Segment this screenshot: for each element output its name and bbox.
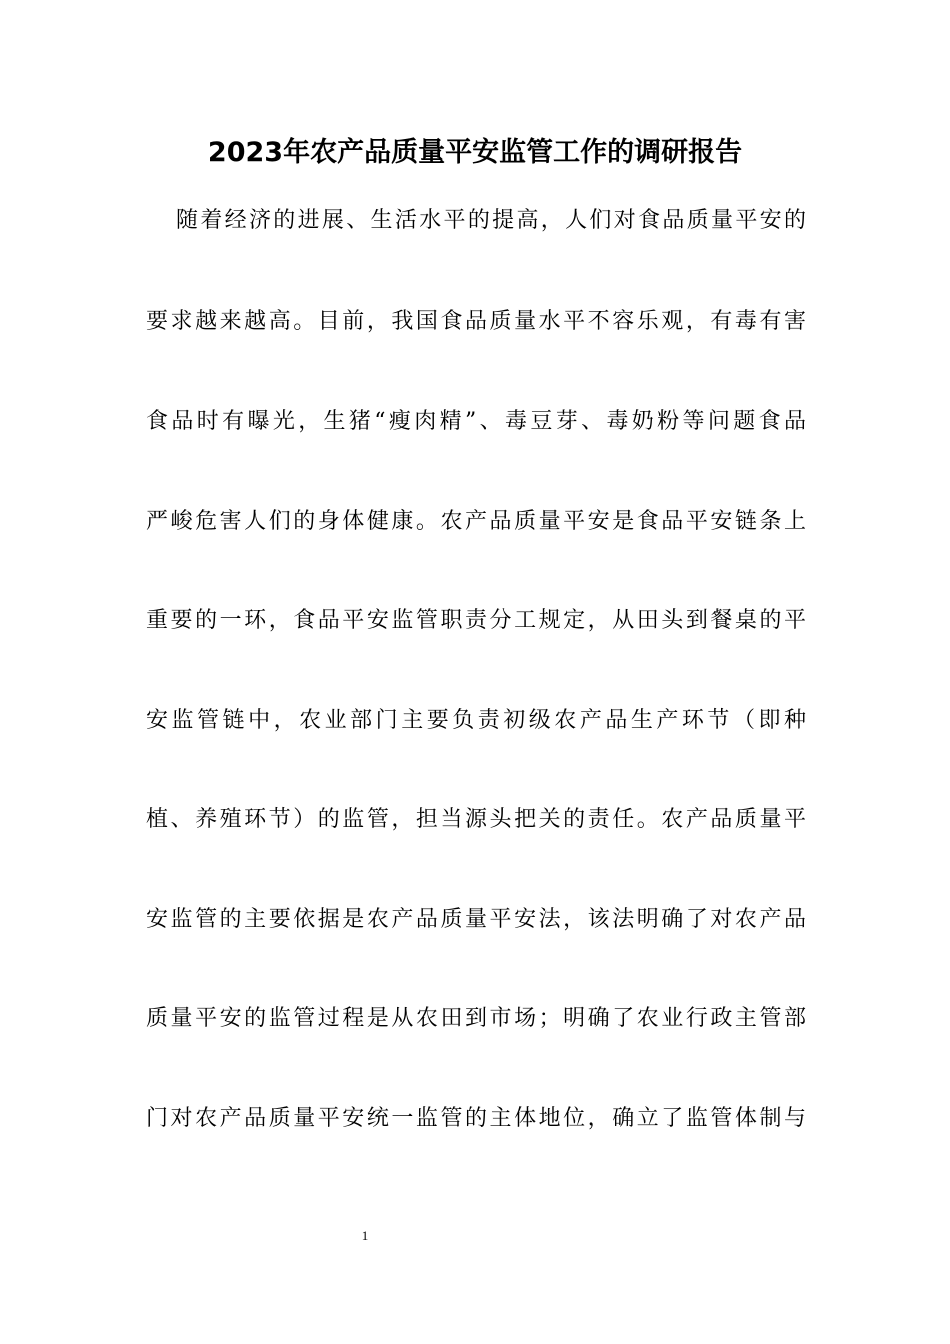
- paragraph-line-3: 食品时有曝光，生猪“瘦肉精”、毒豆芽、毒奶粉等问题食品: [146, 409, 806, 434]
- paragraph-line-2: 要求越来越高。目前，我国食品质量水平不容乐观，有毒有害: [146, 309, 806, 334]
- paragraph-line-8: 安监管的主要依据是农产品质量平安法，该法明确了对农产品: [146, 907, 806, 932]
- page-number: 1: [361, 1228, 369, 1243]
- paragraph-line-5: 重要的一环，食品平安监管职责分工规定，从田头到餐桌的平: [146, 608, 806, 633]
- paragraph-line-9: 质量平安的监管过程是从农田到市场；明确了农业行政主管部: [146, 1006, 806, 1031]
- paragraph-line-10: 门对农产品质量平安统一监管的主体地位，确立了监管体制与: [146, 1106, 806, 1131]
- paragraph-line-6: 安监管链中，农业部门主要负责初级农产品生产环节（即种: [146, 708, 806, 733]
- paragraph-line-7: 植、养殖环节）的监管，担当源头把关的责任。农产品质量平: [146, 807, 806, 832]
- document-title: 2023年农产品质量平安监管工作的调研报告: [207, 137, 743, 168]
- paragraph-line-1: 随着经济的进展、生活水平的提高，人们对食品质量平安的: [176, 208, 806, 233]
- paragraph-line-4: 严峻危害人们的身体健康。农产品质量平安是食品平安链条上: [146, 509, 806, 534]
